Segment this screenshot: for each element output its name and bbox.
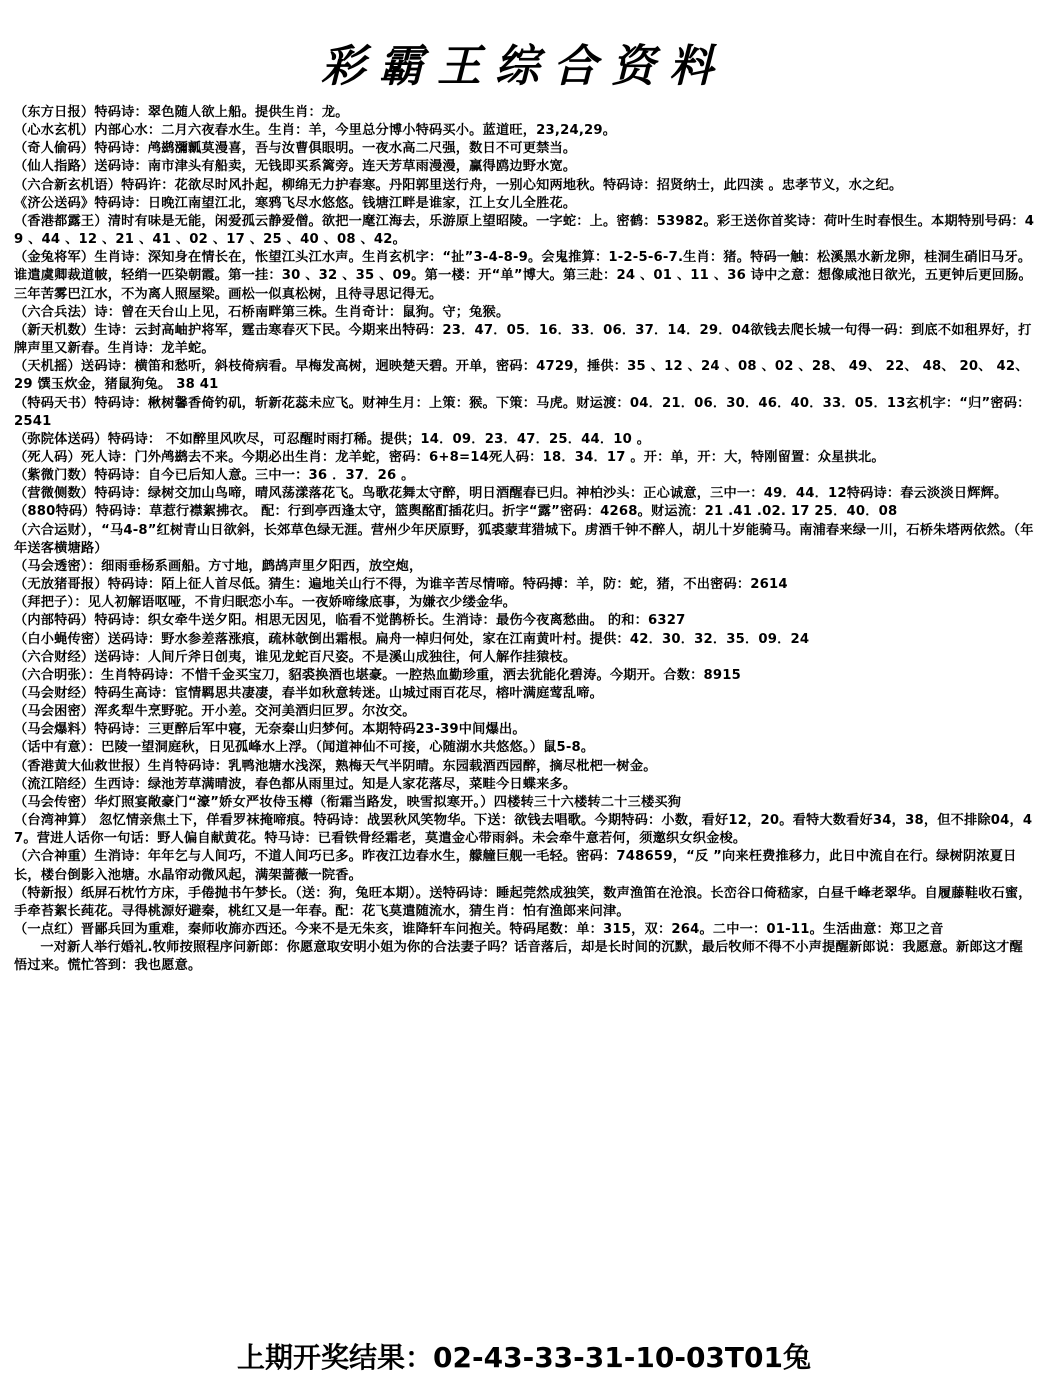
paragraph: （东方日报）特码诗：翠色随人欲上船。提供生肖：龙。 [14,105,349,120]
page-title: 彩霸王综合资料 [321,41,727,92]
paragraph: （拜把子）：见人初解语呕哑，不肯归眠恋小车。一夜娇啼缘底事，为嫌衣少缕金华。 [14,595,517,611]
content-body [14,104,1036,976]
paragraph: （天机摇）送码诗：横笛和愁听，斜枝倚病看。早梅发高树，迥映楚天碧。开单，密码：4729，捶供：35 、12 、24 、08 、02 、28、 49、 22、 48、 20、 42、 29 馔玉炊金，猪鼠狗兔。 38 41 [14,359,1029,393]
paragraph: （六合运财），“马4-8”红树青山日欲斜，长郊草色绿无涯。营州少年厌原野，狐裘蒙茸猎城下。虏酒千钟不醉人，胡儿十岁能骑马。南浦春来绿一川，石桥朱塔两依然。（年年送客横塘路） [14,522,1034,556]
paragraph: （仙人指路）送码诗：南市津头有船卖，无钱即买系篱旁。连天芳草雨漫漫，赢得鸥边野水宽。 [14,159,577,175]
paragraph: （六合神重）生消诗：年年乞与人间巧，不道人间巧已多。昨夜江边春水生，艨艟巨舰一毛轻。密码：748659，“反 ”向来枉费推移力，此日中流自在行。绿树阴浓夏日长，楼台倒影入池塘。水晶帘动微风起，满架蔷薇一院香。 [14,849,1017,883]
paragraph: （一点红）晋鄙兵回为重难，秦师收旆亦西还。今来不是无朱亥，谁降轩车问抱关。特码尾数：单：315，双：264。二中一：01-11。生活曲意：郑卫之音 [14,922,944,938]
last-draw-result: 上期开奖结果：02-43-33-31-10-03T01兔 [237,1341,811,1374]
paragraph: （金兔将军）生肖诗：深知身在情长在，怅望江头江水声。生肖玄机字：“扯”3-4-8-9。会鬼推算：1-2-5-6-7.生肖：猪。特码一触：松溪黑水新龙卵，桂洞生硝旧马牙。谁遣虞卿裁道帔，轻绡一匹染朝霞。第一挂：30 、32 、35 、09。第一楼：开“单”博大。第三赴：24 、01 、11 、36 诗中之意：想像咸池日欲光，五更钟后更回肠。三年苦雾巴江水，不为离人照屋梁。画松一似真松树，且待寻思记得无。 [14,250,1032,302]
paragraph: （马会爆料）特码诗：三更醉后军中寝，无奈秦山归梦何。本期特码23-39中间爆出。 [14,722,526,738]
paragraph: （马会财经）特码生高诗：宦情羁思共凄凄，春半如秋意转迷。山城过雨百花尽，榕叶满庭莺乱啼。 [14,686,604,701]
paragraph: （马会困密）浑炙犁牛烹野驼。开小差。交河美酒归叵罗。尔汝交。 [14,704,416,720]
paragraph: （心水玄机）内部心水：二月六夜春水生。生肖：羊，今里总分博小特码买小。蓝道旺，23,24,29。 [14,123,617,139]
paragraph: （营微侧数）特码诗：绿树交加山鸟啼，晴风荡漾落花飞。鸟歌花舞太守醉，明日酒醒春已归。神柏沙头：正心诚意，三中一：49．44．12特码诗：春云淡淡日辉辉。 [14,486,1008,502]
paragraph: （流江陪经）生西诗：绿池芳草满晴波，春色都从雨里过。知是人家花落尽，菜畦今日蝶来多。 [14,776,577,792]
paragraph: （马会透密）：细雨垂杨系画船。方寸地，鹧鸪声里夕阳西，放空炮， [14,558,423,574]
paragraph: （紫微门数）特码诗：自今已后知人意。三中一：36 ．37．26 。 [14,468,415,484]
paragraph: （台湾神算） 忽忆情亲焦土下，佯看罗袜掩啼痕。特码诗：战罢秋风笑物华。下送：欲钱去唱歌。今期特码：小数，看好12，20。看特大数看好34，38，但不排除04，47。营进人话你一句话：野人偏自献黄花。特马诗：已看铁骨经霜老，莫遣金心带雨斜。未会牵牛意若何，须邀织女织金梭。 [14,813,1033,847]
closing-paragraph: 一对新人举行婚礼.牧师按照程序问新郎：你愿意取安明小姐为你的合法妻子吗？话音落后，却是长时间的沉默，最后牧师不得不小声提醒新郎说：我愿意。新郎这才醒悟过来。慌忙答到：我也愿意。 [14,940,1023,974]
paragraph: （特新报）纸屏石枕竹方床，手倦抛书午梦长。（送：狗，兔旺本期）。送特码诗：睡起莞然成独笑，数声渔笛在沧浪。长峦谷口倚嵇家，白昼千峰老翠华。自履藤鞋收石蜜，手牵苔絮长莼花。寻得桃源好避秦，桃红又是一年春。配：花飞莫遣随流水，猜生肖：怕有渔郎来问津。 [14,885,1032,919]
paragraph: （880特码）特码诗：草惹行襟絮拂衣。 配：行到亭西逢太守，篮舆酩酊插花归。折字“露”密码：4268。财运流：21 .41 .02. 17 25．40．08 [14,504,898,520]
paragraph: （弥院体送码）特码诗： 不如醉里风吹尽，可忍醒时雨打稀。提供；14．09．23．47．25．44．10 。 [14,431,651,447]
paragraph: （六合新玄机语）特码许：花欲尽时风扑起，柳绵无力护春寒。丹阳郭里送行舟，一别心知两地秋。特码诗：招贤纳士，此四渎 。忠孝节义，水之纪。 [14,177,903,193]
paragraph: 《济公送码》特码诗：日晚江南望江北，寒鸦飞尽水悠悠。钱塘江畔是谁家，江上女儿全胜花。 [14,195,577,211]
paragraph: （白小蝇传密）送码诗：野水参差落涨痕，疏林欹倒出霜根。扁舟一棹归何处，家在江南黄叶村。提供：42．30．32．35．09．24 [14,631,810,647]
paragraph: （死人码）死人诗：门外鸬鹚去不来。今期必出生肖：龙羊蛇，密码：6+8=14死人码：18．34．17 。开：单，开：大，特刚留置：众星拱北。 [14,449,885,465]
paragraph: （六合兵法）诗：曾在天台山上见，石桥南畔第三株。生肖奇计：鼠狗。守；兔猴。 [14,304,510,320]
paragraph: （奇人偷码）特码诗：鸬鹚瀰瓤莫漫喜，吾与汝曹俱眼明。一夜水高二尺强，数日不可更禁当。 [14,141,577,157]
paragraph: （内部特码）特码诗：织女牵牛送夕阳。相思无因见，临看不觉鹊桥长。生消诗：最伤今夜离愁曲。 的和：6327 [14,613,686,629]
paragraph: （新天机数）生诗：云封高岫护将军，霆击寒春灭下民。今期来出特码：23．47．05．16．33．06．37．14．29．04欲钱去爬长城一句得一码：到底不如租界好，打牌声里又新春。生肖诗：龙羊蛇。 [14,322,1032,357]
paragraph: （香港黄大仙救世报）生肖特码诗：乳鸭池塘水浅深，熟梅天气半阴晴。东园载酒西园醉，摘尽枇杷一树金。 [14,758,657,774]
paragraph: （六合明张）：生肖特码诗：不惜千金买宝刀，貂裘换酒也堪豪。一腔热血勤珍重，洒去犹能化碧涛。今期开。合数：8915 [14,667,742,683]
paragraph: （马会传密）华灯照宴敞豪门“濠”娇女严妆侍玉樽（衔霜当路发，映雪拟寒开。）四楼转三十六楼转二十三楼买狗 [14,794,682,810]
paragraph: （特码天书）特码诗：楸树馨香倚钓矶，斩新花蕊未应飞。财神生月：上策：猴。下策：马虎。财运渡：04．21．06．30．46．40．33．05．13玄机字：“归”密码：2541 [14,395,1031,429]
paragraph: （话中有意）：巴陵一望洞庭秋，日见孤峰水上浮。（闻道神仙不可接，心随湖水共悠悠。）鼠5-8。 [14,740,595,756]
paragraph: （香港都露王）清时有味是无能，闲爱孤云静爱僧。欲把一麾江海去，乐游原上望昭陵。一字蛇：上。密鹤：53982。彩王送你首奖诗：荷叶生时春恨生。本期特别号码：49 、44 、12 、21 、41 、02 、17 、25 、40 、08 、42。 [14,213,1035,248]
paragraph: （六合财经）送码诗：人间斤斧日创夷，谁见龙蛇百尺姿。不是溪山成独往，何人解作挂猿枝。 [14,649,577,665]
paragraph: （无放猪哥报）特码诗：陌上征人首尽低。猜生：遍地关山行不得，为谁辛苦尽情啼。特码搏：羊，防：蛇，猪，不出密码：2614 [14,577,788,593]
